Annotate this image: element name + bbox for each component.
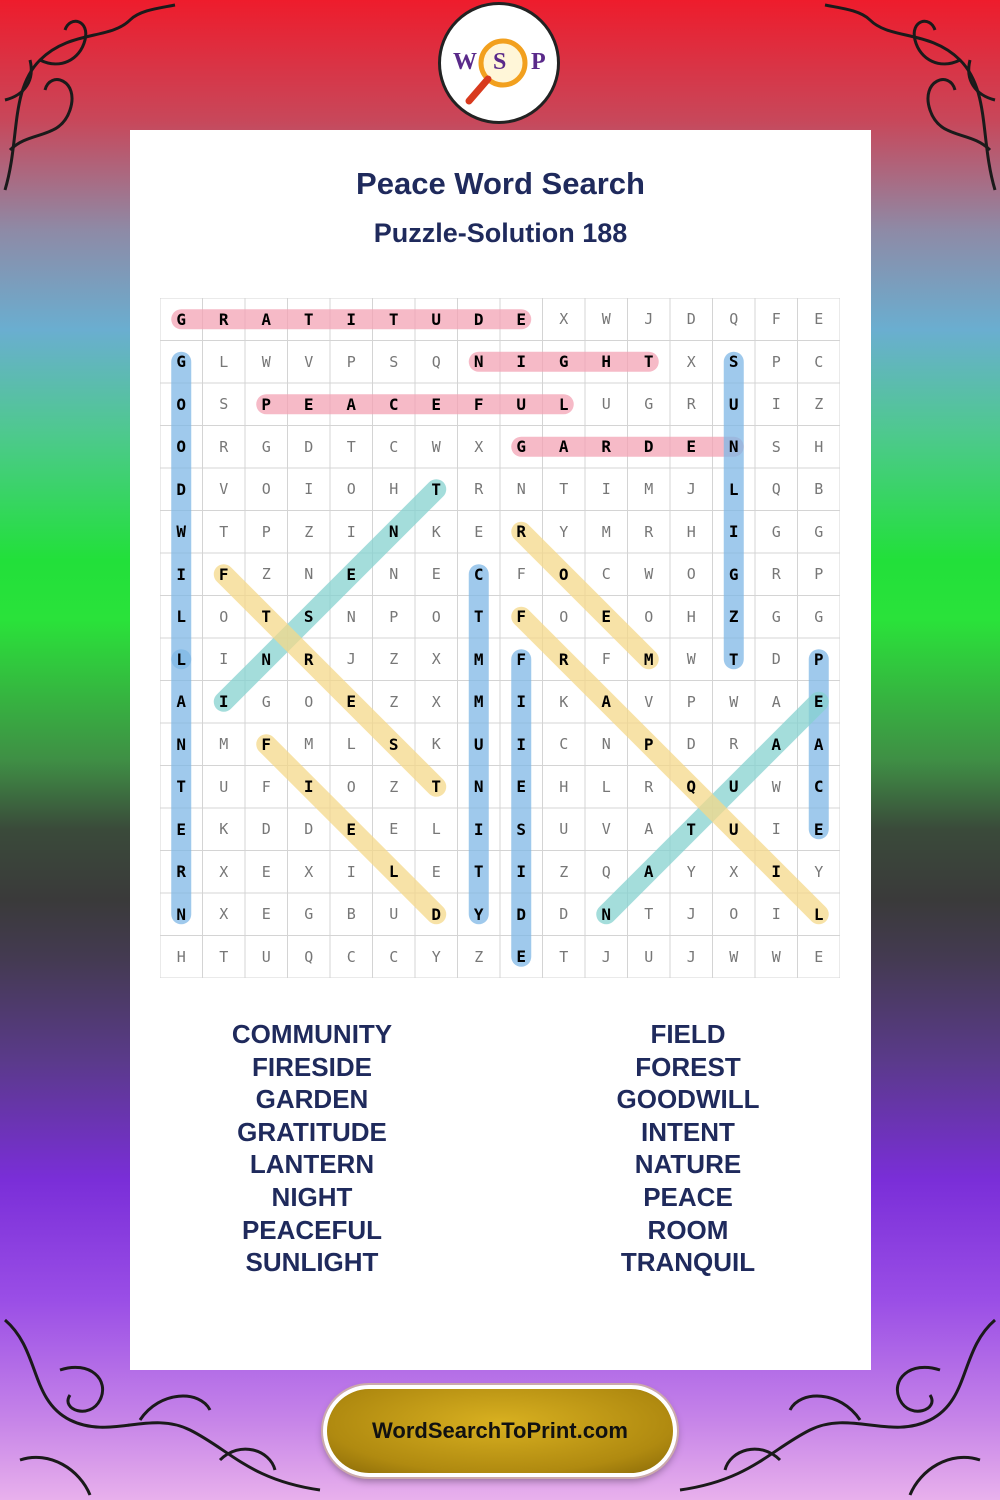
word-list-right — [528, 1018, 848, 1279]
grid-cell[interactable]: H — [814, 437, 824, 456]
grid-cell[interactable]: Y — [473, 904, 484, 924]
grid-cell[interactable]: E — [303, 394, 314, 414]
grid-cell[interactable]: E — [176, 819, 187, 839]
grid-cell[interactable]: T — [473, 607, 484, 627]
grid-cell[interactable]: T — [644, 905, 654, 924]
grid-cell[interactable]: M — [219, 735, 229, 754]
grid-cell[interactable]: O — [559, 607, 569, 626]
word-list-item: FIRESIDE — [252, 1051, 372, 1082]
logo-letter-w: W — [453, 49, 477, 75]
grid-cell[interactable]: D — [643, 437, 654, 457]
grid-cell[interactable]: W — [729, 692, 739, 711]
grid-cell[interactable]: G — [261, 437, 271, 456]
grid-cell[interactable]: L — [728, 479, 739, 499]
logo-letter-s: S — [493, 49, 507, 75]
grid-cell[interactable]: J — [686, 947, 696, 966]
grid-cell[interactable]: A — [558, 437, 569, 457]
grid-cell[interactable]: Z — [728, 607, 739, 627]
word-list-item: NIGHT — [271, 1181, 353, 1212]
grid-cell[interactable]: T — [431, 777, 442, 797]
grid-cell[interactable]: P — [686, 692, 696, 711]
grid-cell[interactable]: U — [473, 734, 484, 754]
grid-cell[interactable]: N — [388, 522, 399, 542]
grid-cell[interactable]: C — [346, 947, 356, 966]
grid-cell[interactable]: E — [261, 905, 271, 924]
grid-cell[interactable]: Q — [771, 480, 781, 499]
grid-cell[interactable]: D — [304, 820, 314, 839]
grid-cell[interactable]: H — [601, 352, 612, 372]
logo-letter-p: P — [531, 49, 546, 75]
grid-cell[interactable]: H — [686, 607, 696, 626]
grid-cell[interactable]: I — [516, 734, 527, 754]
grid-cell[interactable]: O — [346, 480, 356, 499]
grid-cell[interactable]: W — [261, 352, 271, 371]
grid-cell[interactable]: L — [813, 904, 824, 924]
grid-cell[interactable]: E — [686, 437, 697, 457]
word-search-grid — [160, 298, 840, 978]
grid-cell[interactable]: I — [728, 522, 739, 542]
grid-cell[interactable]: O — [261, 480, 271, 499]
grid-cell[interactable]: I — [176, 564, 187, 584]
grid-cell[interactable]: Q — [686, 777, 697, 797]
grid-cell[interactable]: Y — [431, 947, 441, 966]
grid-cell[interactable]: Y — [559, 522, 569, 541]
grid-cell[interactable]: C — [559, 735, 569, 754]
grid-cell[interactable]: L — [219, 352, 229, 371]
grid-cell[interactable]: L — [176, 649, 187, 669]
grid-cell[interactable]: I — [473, 819, 484, 839]
grid-cell[interactable]: V — [601, 820, 611, 839]
grid-cell[interactable]: T — [176, 777, 187, 797]
grid-cell[interactable]: H — [559, 777, 569, 796]
grid-cell[interactable]: X — [219, 905, 229, 924]
grid-cell[interactable]: U — [601, 395, 611, 414]
grid-cell[interactable]: J — [644, 310, 654, 329]
grid-cell[interactable]: I — [771, 862, 782, 882]
grid-cell[interactable]: E — [813, 819, 824, 839]
grid-cell[interactable]: I — [771, 905, 781, 924]
grid-cell[interactable]: N — [473, 777, 484, 797]
grid-cell[interactable]: L — [388, 862, 399, 882]
grid-cell[interactable]: A — [813, 734, 824, 754]
grid-cell[interactable]: E — [431, 394, 442, 414]
grid-cell[interactable]: E — [814, 310, 824, 329]
grid-cell[interactable]: P — [814, 565, 824, 584]
grid-cell[interactable]: E — [474, 522, 484, 541]
grid-cell[interactable]: A — [644, 820, 654, 839]
grid-cell[interactable]: M — [473, 649, 484, 669]
grid-cell[interactable]: E — [813, 692, 824, 712]
grid-cell[interactable]: W — [729, 947, 739, 966]
grid-cell[interactable]: I — [516, 352, 527, 372]
grid-cell[interactable]: N — [728, 437, 739, 457]
grid-cell[interactable]: R — [516, 522, 527, 542]
grid-cell[interactable]: D — [686, 310, 696, 329]
grid-cell[interactable]: R — [644, 522, 654, 541]
grid-cell[interactable]: X — [304, 862, 314, 881]
grid-cell[interactable]: L — [431, 820, 441, 839]
grid-cell[interactable]: M — [473, 692, 484, 712]
grid-cell[interactable]: E — [601, 607, 612, 627]
grid-cell[interactable]: R — [218, 309, 229, 329]
grid-cell[interactable]: L — [176, 607, 187, 627]
grid-cell[interactable]: D — [304, 437, 314, 456]
grid-cell[interactable]: Z — [389, 692, 399, 711]
grid-cell[interactable]: X — [686, 352, 696, 371]
word-list-item: ROOM — [647, 1214, 729, 1245]
word-list-item: COMMUNITY — [231, 1019, 393, 1049]
grid-cell[interactable]: E — [346, 819, 357, 839]
grid-cell[interactable]: T — [728, 649, 739, 669]
grid-cell[interactable]: P — [261, 522, 271, 541]
grid-cell[interactable]: R — [601, 437, 612, 457]
grid-cell[interactable]: Y — [686, 862, 696, 881]
grid-cell[interactable]: K — [559, 692, 569, 711]
grid-cell[interactable]: T — [643, 352, 654, 372]
grid-cell[interactable]: T — [388, 309, 399, 329]
grid-cell[interactable]: J — [686, 905, 696, 924]
grid-cell[interactable]: A — [261, 309, 272, 329]
grid-cell[interactable]: U — [728, 777, 739, 797]
word-list-item: LANTERN — [249, 1149, 375, 1180]
grid-cell[interactable]: K — [431, 735, 441, 754]
grid-cell[interactable]: M — [601, 522, 611, 541]
grid-cell[interactable]: R — [771, 565, 781, 584]
grid-cell[interactable]: F — [218, 564, 229, 584]
grid-cell[interactable]: U — [728, 394, 739, 414]
grid-cell[interactable]: Z — [814, 395, 824, 414]
grid-cell[interactable]: L — [558, 394, 569, 414]
grid-cell[interactable]: C — [388, 394, 399, 414]
grid-cell[interactable]: P — [261, 394, 272, 414]
grid-cell[interactable]: Q — [729, 310, 739, 329]
grid-cell[interactable]: I — [346, 862, 356, 881]
grid-cell[interactable]: T — [219, 522, 229, 541]
grid-cell[interactable]: A — [643, 862, 654, 882]
grid-cell[interactable]: R — [644, 777, 654, 796]
grid-cell[interactable]: V — [304, 352, 314, 371]
grid-cell[interactable]: Q — [431, 352, 441, 371]
grid-cell[interactable]: M — [304, 735, 314, 754]
grid-cell[interactable]: Z — [559, 862, 569, 881]
grid-cell[interactable]: C — [473, 564, 484, 584]
grid-cell[interactable]: U — [389, 905, 399, 924]
grid-cell[interactable]: T — [219, 947, 229, 966]
grid-cell[interactable]: L — [601, 777, 611, 796]
grid-cell[interactable]: U — [431, 309, 442, 329]
word-list-item: GOODWILL — [616, 1084, 760, 1115]
word-list-item: GARDEN — [255, 1084, 369, 1115]
grid-cell[interactable]: C — [813, 777, 824, 797]
grid-cell[interactable]: G — [176, 352, 187, 372]
grid-cell[interactable]: O — [176, 394, 187, 414]
wsp-logo — [438, 2, 560, 124]
word-list-item: SUNLIGHT — [245, 1247, 379, 1278]
grid-cell[interactable]: D — [771, 650, 781, 669]
word-list-item: TRANQUIL — [620, 1247, 756, 1278]
grid-cell[interactable]: T — [346, 437, 356, 456]
grid-cell[interactable]: N — [176, 904, 187, 924]
grid-cell[interactable]: E — [516, 947, 527, 967]
grid-cell[interactable]: G — [261, 692, 271, 711]
grid-cell[interactable]: S — [771, 437, 781, 456]
grid-cell[interactable]: F — [473, 394, 484, 414]
grid-cell[interactable]: G — [644, 395, 654, 414]
grid-cell[interactable]: U — [644, 947, 654, 966]
grid-cell[interactable]: X — [729, 862, 739, 881]
grid-cell[interactable]: R — [176, 862, 187, 882]
grid-cell[interactable]: Z — [261, 565, 271, 584]
grid-cell[interactable]: A — [771, 734, 782, 754]
grid-cell[interactable]: D — [431, 904, 442, 924]
grid-cell[interactable]: S — [389, 352, 399, 371]
grid-cell[interactable]: E — [431, 565, 441, 584]
grid-cell[interactable]: A — [346, 394, 357, 414]
grid-cell[interactable]: M — [643, 649, 654, 669]
grid-cell[interactable]: Z — [389, 777, 399, 796]
grid-cell[interactable]: R — [303, 649, 314, 669]
grid-cell[interactable]: M — [644, 480, 654, 499]
grid-cell[interactable]: Z — [389, 650, 399, 669]
grid-cell[interactable]: O — [304, 692, 314, 711]
grid-cell[interactable]: W — [686, 650, 696, 669]
grid-cell[interactable]: X — [559, 310, 569, 329]
grid-cell[interactable]: G — [771, 607, 781, 626]
grid-cell[interactable]: Z — [304, 522, 314, 541]
grid-cell[interactable]: B — [346, 905, 356, 924]
grid-cell[interactable]: C — [389, 947, 399, 966]
grid-cell[interactable]: O — [729, 905, 739, 924]
grid-cell[interactable]: O — [558, 564, 569, 584]
grid-cell[interactable]: I — [304, 480, 314, 499]
grid-cell[interactable]: S — [728, 352, 739, 372]
grid-cell[interactable]: D — [686, 735, 696, 754]
grid-cell[interactable]: E — [346, 564, 357, 584]
grid-cell[interactable]: E — [346, 692, 357, 712]
grid-cell[interactable]: P — [389, 607, 399, 626]
grid-cell[interactable]: E — [814, 947, 824, 966]
grid-cell[interactable]: N — [601, 904, 612, 924]
grid-cell[interactable]: A — [601, 692, 612, 712]
grid-cell[interactable]: D — [176, 479, 187, 499]
grid-cell[interactable]: N — [389, 565, 399, 584]
word-list-item: INTENT — [641, 1116, 735, 1147]
grid-cell[interactable]: B — [814, 480, 824, 499]
grid-cell[interactable]: E — [516, 309, 527, 329]
grid-cell[interactable]: Q — [601, 862, 611, 881]
page-subtitle: Puzzle-Solution 188 — [373, 218, 628, 248]
grid-cell[interactable]: P — [771, 352, 781, 371]
grid-cell[interactable]: N — [304, 565, 314, 584]
grid-cell[interactable]: Y — [814, 862, 824, 881]
grid-cell[interactable]: P — [643, 734, 654, 754]
grid-cell[interactable]: R — [686, 395, 696, 414]
grid-cell[interactable]: T — [431, 479, 442, 499]
grid-cell[interactable]: I — [218, 692, 229, 712]
grid-cell[interactable]: U — [219, 777, 229, 796]
page-title: Peace Word Search — [356, 166, 645, 201]
grid-cell[interactable]: T — [686, 819, 697, 839]
grid-cell[interactable]: F — [516, 607, 527, 627]
grid-cell[interactable]: X — [431, 692, 441, 711]
grid-cell[interactable]: I — [771, 820, 781, 839]
grid-cell[interactable]: O — [686, 565, 696, 584]
grid-cell[interactable]: C — [601, 565, 611, 584]
grid-cell[interactable]: J — [686, 480, 696, 499]
grid-cell[interactable]: F — [516, 565, 526, 584]
grid-cell[interactable]: S — [219, 395, 229, 414]
grid-cell[interactable]: K — [219, 820, 229, 839]
grid-cell[interactable]: U — [728, 819, 739, 839]
grid-cell[interactable]: O — [644, 607, 654, 626]
grid-cell[interactable]: G — [176, 309, 187, 329]
grid-cell[interactable]: N — [601, 735, 611, 754]
grid-cell[interactable]: I — [771, 395, 781, 414]
grid-cell[interactable]: P — [346, 352, 356, 371]
grid-cell[interactable]: U — [516, 394, 527, 414]
grid-cell[interactable]: T — [261, 607, 272, 627]
grid-cell[interactable]: R — [558, 649, 569, 669]
grid-cell[interactable]: I — [346, 522, 356, 541]
letter-grid — [160, 298, 840, 978]
word-list-item: FOREST — [635, 1051, 741, 1082]
grid-cell[interactable]: R — [729, 735, 739, 754]
grid-cell[interactable]: J — [346, 650, 356, 669]
grid-cell[interactable]: Q — [304, 947, 314, 966]
word-list-item: FIELD — [650, 1019, 726, 1049]
grid-cell[interactable]: Z — [474, 947, 484, 966]
grid-cell[interactable]: W — [601, 310, 611, 329]
grid-cell[interactable]: W — [176, 522, 187, 542]
grid-cell[interactable]: X — [219, 862, 229, 881]
grid-cell[interactable]: H — [389, 480, 399, 499]
grid-cell[interactable]: O — [346, 777, 356, 796]
grid-cell[interactable]: H — [686, 522, 696, 541]
grid-cell[interactable]: N — [473, 352, 484, 372]
grid-cell[interactable]: W — [431, 437, 441, 456]
word-list-item: PEACE — [643, 1181, 733, 1212]
grid-cell[interactable]: F — [261, 777, 271, 796]
grid-cell[interactable]: X — [474, 437, 484, 456]
grid-cell[interactable]: C — [814, 352, 824, 371]
grid-cell[interactable]: W — [644, 565, 654, 584]
grid-cell[interactable]: U — [559, 820, 569, 839]
grid-cell[interactable]: O — [219, 607, 229, 626]
grid-cell[interactable]: E — [431, 862, 441, 881]
grid-cell[interactable]: F — [771, 310, 781, 329]
grid-cell[interactable]: O — [176, 437, 187, 457]
grid-cell[interactable]: I — [601, 480, 611, 499]
grid-cell[interactable]: F — [261, 734, 272, 754]
grid-cell[interactable]: U — [261, 947, 271, 966]
grid-cell[interactable]: E — [516, 777, 527, 797]
grid-cell[interactable]: A — [176, 692, 187, 712]
grid-cell[interactable]: S — [388, 734, 399, 754]
grid-cell[interactable]: I — [346, 309, 357, 329]
grid-cell[interactable]: I — [219, 650, 229, 669]
grid-cell[interactable]: A — [771, 692, 781, 711]
grid-cell[interactable]: R — [219, 437, 229, 456]
grid-cell[interactable]: T — [559, 947, 569, 966]
grid-cell[interactable]: V — [219, 480, 229, 499]
grid-cell[interactable]: N — [516, 480, 526, 499]
grid-cell[interactable]: G — [728, 564, 739, 584]
grid-cell[interactable]: T — [303, 309, 314, 329]
grid-cell[interactable]: V — [644, 692, 654, 711]
grid-cell[interactable]: O — [431, 607, 441, 626]
grid-cell[interactable]: D — [261, 820, 271, 839]
grid-cell[interactable]: R — [474, 480, 484, 499]
grid-cell[interactable]: D — [473, 309, 484, 329]
grid-cell[interactable]: S — [516, 819, 527, 839]
grid-cell[interactable]: N — [176, 734, 187, 754]
grid-cell[interactable]: N — [261, 649, 272, 669]
grid-cell[interactable]: G — [771, 522, 781, 541]
grid-cell[interactable]: E — [389, 820, 399, 839]
word-list-left — [152, 1018, 472, 1279]
grid-cell[interactable]: I — [516, 692, 527, 712]
grid-cell[interactable]: F — [516, 649, 527, 669]
grid-cell[interactable]: T — [473, 862, 484, 882]
website-label: WordSearchToPrint.com — [372, 1418, 628, 1443]
grid-cell[interactable]: F — [601, 650, 611, 669]
grid-cell[interactable]: I — [516, 862, 527, 882]
grid-cell[interactable]: E — [261, 862, 271, 881]
grid-cell[interactable]: G — [814, 607, 824, 626]
website-badge[interactable] — [323, 1385, 677, 1477]
grid-cell[interactable]: I — [303, 777, 314, 797]
grid-cell[interactable]: D — [516, 904, 527, 924]
grid-cell[interactable]: D — [559, 905, 569, 924]
grid-cell[interactable]: N — [346, 607, 356, 626]
grid-cell[interactable]: L — [346, 735, 356, 754]
word-list-item: NATURE — [634, 1149, 742, 1180]
grid-cell[interactable]: W — [771, 947, 781, 966]
grid-cell[interactable]: C — [389, 437, 399, 456]
grid-cell[interactable]: G — [814, 522, 824, 541]
grid-cell[interactable]: W — [771, 777, 781, 796]
grid-cell[interactable]: P — [813, 649, 824, 669]
grid-cell[interactable]: G — [516, 437, 527, 457]
word-list-item: PEACEFUL — [241, 1214, 383, 1245]
word-list-item: GRATITUDE — [237, 1116, 387, 1147]
grid-cell[interactable]: H — [176, 947, 186, 966]
grid-cell[interactable]: G — [558, 352, 569, 372]
grid-cell[interactable]: T — [559, 480, 569, 499]
grid-cell[interactable]: X — [431, 650, 441, 669]
grid-cell[interactable]: S — [303, 607, 314, 627]
grid-cell[interactable]: K — [431, 522, 441, 541]
grid-cell[interactable]: G — [304, 905, 314, 924]
grid-cell[interactable]: J — [601, 947, 611, 966]
